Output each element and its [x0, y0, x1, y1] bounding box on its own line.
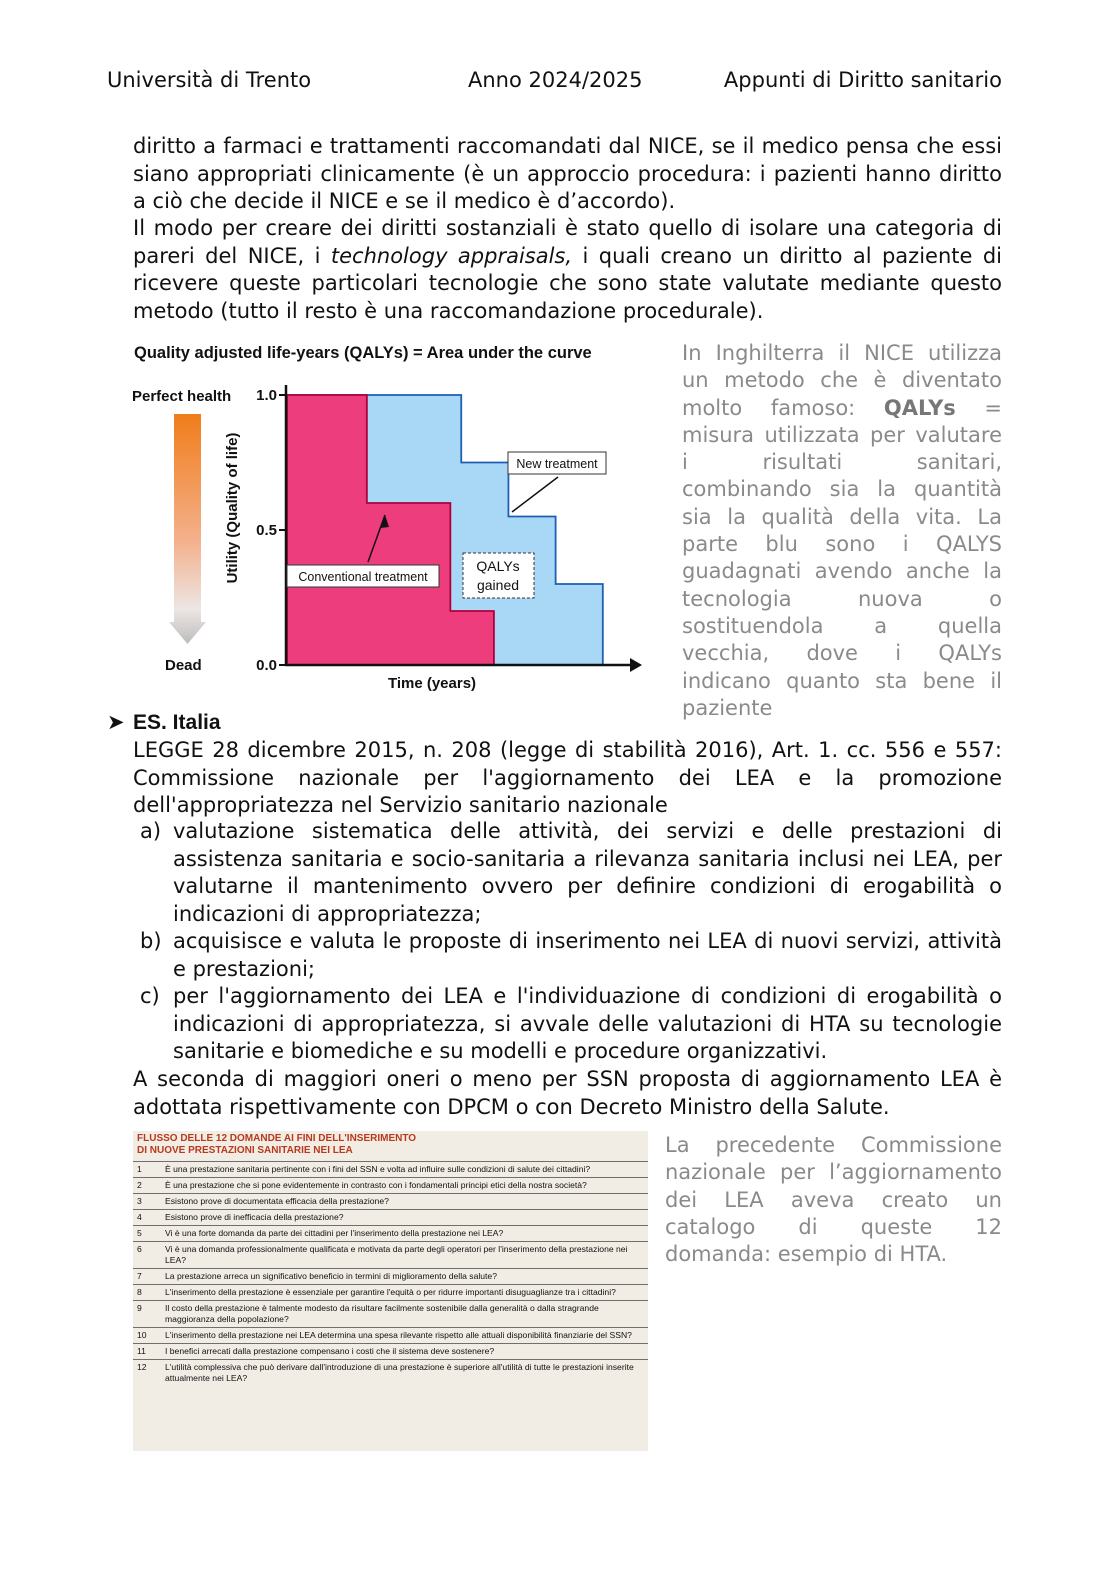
y-ticks	[256, 387, 287, 674]
conventional-treatment-label: Conventional treatment	[298, 570, 428, 584]
lea-list	[133, 818, 1002, 1066]
intro-p2-start: Il modo per creare dei diritti sostanziali è stato quello di isolare una categoria di pareri del NICE, i	[133, 216, 1002, 268]
question-number: 5	[137, 1228, 142, 1238]
list-item-text: acquisisce e valuta le proposte di inserimento nei LEA di nuovi servizi, attività e prestazioni;	[173, 929, 1002, 981]
question-text: È una prestazione sanitaria pertinente con i fini del SSN e volta ad influire sulle condizioni di salute dei cittadini?	[165, 1164, 591, 1174]
y-tick-label: 1.0	[256, 387, 277, 404]
list-item	[133, 928, 1002, 983]
question-number: 4	[137, 1212, 142, 1222]
new-treatment-label: New treatment	[516, 457, 598, 471]
table-row	[133, 1225, 648, 1241]
questions-table-title-line2: DI NUOVE PRESTAZIONI SANITARIE NEI LEA	[137, 1145, 353, 1156]
table-row	[133, 1268, 648, 1284]
question-number: 6	[137, 1244, 142, 1254]
page-header	[107, 68, 1002, 98]
qalys-gained-line1: QALYs	[476, 558, 520, 574]
qaly-text-bold: QALYs	[883, 395, 956, 420]
list-item-text: valutazione sistematica delle attività, dei servizi e delle prestazioni di assistenza sanitaria e socio-sanitaria a rilevanza sanitaria inclusi nei LEA, per valutarne il mantenimento ovvero per definire condizioni di erogabilità o indicazioni di appropriatezza;	[173, 819, 1002, 926]
intro-paragraph-2	[133, 215, 1002, 325]
question-number: 8	[137, 1287, 142, 1297]
list-item-label: c)	[140, 984, 160, 1008]
intro-paragraph-1: diritto a farmaci e trattamenti raccomandati dal NICE, se il medico pensa che essi siano appropriati clinicamente (è un approccio procedura: i pazienti hanno diritto a ciò che decide il NICE e se il medico è d’accordo).	[133, 134, 1002, 213]
question-number: 10	[137, 1330, 147, 1340]
qaly-chart	[130, 338, 670, 698]
questions-table	[133, 1131, 648, 1451]
question-number: 3	[137, 1196, 142, 1206]
questions-table-title-line1: FLUSSO DELLE 12 DOMANDE AI FINI DELL'INSERIMENTO	[137, 1133, 417, 1144]
question-text: Esistono prove di inefficacia della prestazione?	[165, 1212, 344, 1222]
table-row	[133, 1327, 648, 1343]
question-number: 2	[137, 1180, 142, 1190]
list-item	[133, 818, 1002, 928]
italy-heading	[107, 710, 221, 735]
header-year: Anno 2024/2025	[468, 68, 643, 92]
arrow-bullet-icon: ➤	[107, 711, 125, 734]
y-axis-label: Utility (Quality of life)	[224, 432, 241, 584]
list-item-label: b)	[140, 929, 162, 953]
table-row	[133, 1177, 648, 1193]
question-text: I benefici arrecati dalla prestazione compensano i costi che il sistema deve sostenere?	[165, 1346, 495, 1356]
list-item-label: a)	[140, 819, 162, 843]
intro-p2-italic: technology appraisals,	[330, 243, 573, 268]
qaly-text-before: In Inghilterra il NICE utilizza un metodo che è diventato molto famoso:	[682, 341, 1002, 420]
question-number: 7	[137, 1271, 142, 1281]
question-number: 1	[137, 1164, 142, 1174]
question-text: L'inserimento della prestazione è essenziale per garantire l'equità o per ridurre importanti disuguaglianze tra i cittadini?	[165, 1287, 616, 1297]
question-text: Vi è una domanda professionalmente qualificata e motivata da parte degli operatori per l'inserimento della prestazione nei LEA?	[165, 1244, 628, 1265]
question-text: L'inserimento della prestazione nei LEA determina una spesa rilevante rispetto alle attuali disponibilità finanziarie del SSN?	[165, 1330, 632, 1340]
question-number: 9	[137, 1303, 142, 1313]
table-row	[133, 1241, 648, 1268]
table-row	[133, 1209, 648, 1225]
italy-heading-text: ES. Italia	[133, 711, 221, 734]
table-row	[133, 1359, 648, 1386]
table-row	[133, 1284, 648, 1300]
table-row	[133, 1193, 648, 1209]
questions-rows	[133, 1161, 648, 1386]
scale-bottom-label: Dead	[165, 657, 202, 674]
table-row	[133, 1343, 648, 1359]
scale-top-label: Perfect health	[132, 388, 232, 405]
x-axis-arrowhead	[630, 658, 642, 672]
question-text: Il costo della prestazione è talmente modesto da risultare facilmente sostenibile dalla generalità o dalla stragrande maggioranza della popolazione?	[165, 1303, 599, 1324]
plot-series	[287, 395, 603, 665]
qalys-gained-line2: gained	[476, 577, 520, 593]
new-treatment-pointer	[512, 477, 558, 512]
health-scale-arrow	[169, 414, 206, 644]
qaly-text-after: = misura utilizzata per valutare i risultati sanitari, combinando sia la quantità sia la qualità della vita. La parte blu sono i QALYS guadagnati avendo anche la tecnologia nuova o sostituendola a quella vecchia, dove i QALYs indicano quanto sta bene il paziente	[682, 395, 1002, 720]
question-text: È una prestazione che si pone evidentemente in contrasto con i fondamentali principi etici della nostra società?	[165, 1180, 587, 1190]
question-text: La prestazione arreca un significativo beneficio in termini di miglioramento della salute?	[165, 1271, 497, 1281]
question-text: Esistono prove di documentata efficacia della prestazione?	[165, 1196, 389, 1206]
question-number: 11	[137, 1346, 146, 1356]
qaly-explanation	[682, 340, 1002, 722]
y-tick-label: 0.5	[256, 522, 277, 539]
x-axis-label: Time (years)	[387, 675, 477, 692]
question-text: Vi è una forte domanda da parte dei cittadini per l'inserimento della prestazione nei LEA?	[165, 1228, 504, 1238]
intro-p2-end: i quali creano un diritto al paziente di ricevere queste particolari tecnologie che sono state valutate mediante questo metodo (tutto il resto è una raccomandazione procedurale).	[133, 243, 1002, 323]
hta-explanation: La precedente Commissione nazionale per l’aggiornamento dei LEA aveva creato un catalogo di queste 12 domanda: esempio di HTA.	[665, 1133, 1002, 1267]
table-row	[133, 1161, 648, 1177]
header-course: Appunti di Diritto sanitario	[723, 68, 1002, 92]
chart-title: Quality adjusted life-years (QALYs) = Area under the curve	[134, 344, 592, 362]
questions-table-title	[133, 1131, 648, 1161]
list-item-text: per l'aggiornamento dei LEA e l'individuazione di condizioni di erogabilità o indicazioni di appropriatezza, si avvale delle valutazioni di HTA su tecnologie sanitarie e biomediche e su modelli e procedure organizzativi.	[173, 984, 1002, 1063]
italy-law-paragraph: LEGGE 28 dicembre 2015, n. 208 (legge di stabilità 2016), Art. 1. cc. 556 e 557: Commissione nazionale per l'aggiornamento dei LEA e la promozione dell'appropriatezza nel Servizio sanitario nazionale	[133, 738, 1002, 817]
italy-closing-paragraph: A seconda di maggiori oneri o meno per SSN proposta di aggiornamento LEA è adottata rispettivamente con DPCM o con Decreto Ministro della Salute.	[133, 1067, 1002, 1119]
question-text: L'utilità complessiva che può derivare dall'introduzione di una prestazione è superiore all'utilità di tutte le prestazioni inserite attualmente nei LEA?	[165, 1362, 634, 1383]
header-university: Università di Trento	[107, 68, 312, 92]
y-tick-label: 0.0	[256, 657, 277, 674]
table-row	[133, 1300, 648, 1327]
list-item	[133, 983, 1002, 1066]
question-number: 12	[137, 1362, 147, 1372]
